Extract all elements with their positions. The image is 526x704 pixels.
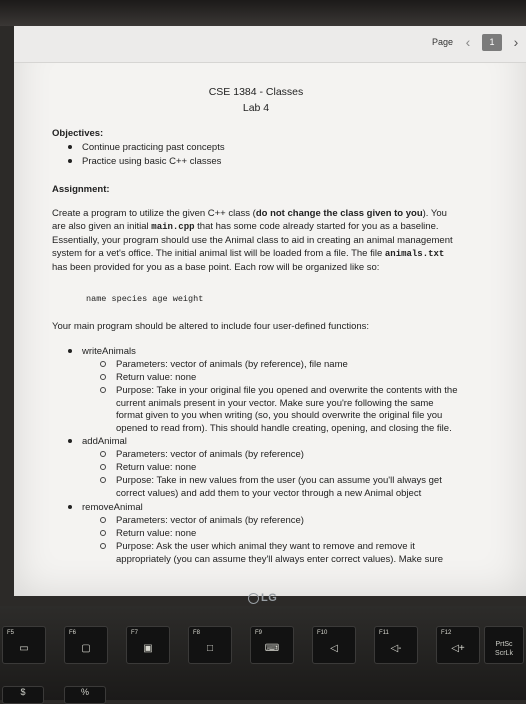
mute-icon: ◁ [330,643,338,654]
key-f5[interactable]: F5 ▭ [2,626,46,664]
key-f12[interactable]: F12 ◁+ [436,626,480,664]
document-page [14,62,526,596]
volume-up-icon: ◁+ [451,643,465,654]
key-f6[interactable]: F6 ▢ [64,626,108,664]
list-item: Continue practicing past concepts [68,142,225,153]
sub-item: Return value: none [100,462,500,475]
page-number-field[interactable]: 1 [482,34,502,51]
key-f9[interactable]: F9 ⌨ [250,626,294,664]
page-label: Page [432,37,454,47]
monitor-bezel [0,0,526,26]
bullet-icon [100,477,106,483]
bullet-icon [68,349,72,353]
monitor-icon: ▭ [19,643,29,654]
key-prtsc[interactable]: PrtSc ScrLk [484,626,524,664]
key-f7[interactable]: F7 ▣ [126,626,170,664]
file-format-line: name species age weight [86,294,204,304]
key-dollar[interactable]: $ [2,686,44,704]
volume-down-icon: ◁- [390,643,402,654]
bullet-icon [68,159,72,163]
bullet-icon [100,374,106,380]
sub-item: Parameters: vector of animals (by reference), file name [100,359,500,372]
key-percent[interactable]: % [64,686,106,704]
window-icon: □ [206,643,214,654]
bullet-icon [68,145,72,149]
bullet-icon [68,439,72,443]
monitor-logo: LG [248,592,277,604]
function-item: writeAnimals [68,346,136,357]
chevron-left-icon[interactable]: ‹ [465,34,471,50]
function-item: addAnimal [68,436,127,447]
bullet-icon [100,464,106,470]
keyboard-icon: ⌨ [264,643,280,654]
sub-item: Parameters: vector of animals (by reference) [100,515,500,528]
sub-item: Return value: none [100,372,500,385]
bullet-icon [100,517,106,523]
pdf-toolbar [14,26,526,63]
key-f10[interactable]: F10 ◁ [312,626,356,664]
assignment-heading: Assignment: [52,184,110,195]
chevron-right-icon[interactable]: › [513,34,519,50]
main-program-line: Your main program should be altered to include four user-defined functions: [52,321,370,332]
display-mode-icon: ▣ [143,643,153,654]
bullet-icon [68,505,72,509]
bullet-icon [100,530,106,536]
sub-item: Purpose: Ask the user which animal they want to remove and remove it appropriately (you can assume they'll always enter correct values). Make sure [100,541,500,566]
bullet-icon [100,543,106,549]
list-item: Practice using basic C++ classes [68,156,221,167]
keyboard [0,606,526,700]
document-subtitle: Lab 4 [242,102,270,114]
function-item: removeAnimal [68,502,143,513]
assignment-paragraph: Create a program to utilize the given C++ class (do not change the class given to you). You are also given an initial main.cpp that has some code already started for you as a baseline. Essentially, your program should use the Animal class to aid in creating an animal management system for a vet's office. The initial animal list will be loaded from a file. The file animals.txt has been provided for you as a base point. Each row will be organized like so: [52,208,453,273]
lg-logo-icon [248,593,259,604]
bullet-icon [100,387,106,393]
document-title: CSE 1384 - Classes [208,86,304,98]
sub-item: Purpose: Take in new values from the user (you can assume you'll always get correct values) and add them to your vector through a new Animal object [100,475,500,500]
touchpad-icon: ▢ [81,643,91,654]
key-f8[interactable]: F8 □ [188,626,232,664]
bullet-icon [100,451,106,457]
sub-item: Purpose: Take in your original file you opened and overwrite the contents with the current animals present in your vector. Make sure you're following the same format given to you when writing (so, you should overwrite the original file you opened to read from). This should handle creating, opening, and closing the file. [100,385,500,435]
bullet-icon [100,361,106,367]
key-f11[interactable]: F11 ◁- [374,626,418,664]
screen [14,26,526,596]
objectives-heading: Objectives: [52,128,104,139]
sub-item: Return value: none [100,528,500,541]
sub-item: Parameters: vector of animals (by reference) [100,449,500,462]
